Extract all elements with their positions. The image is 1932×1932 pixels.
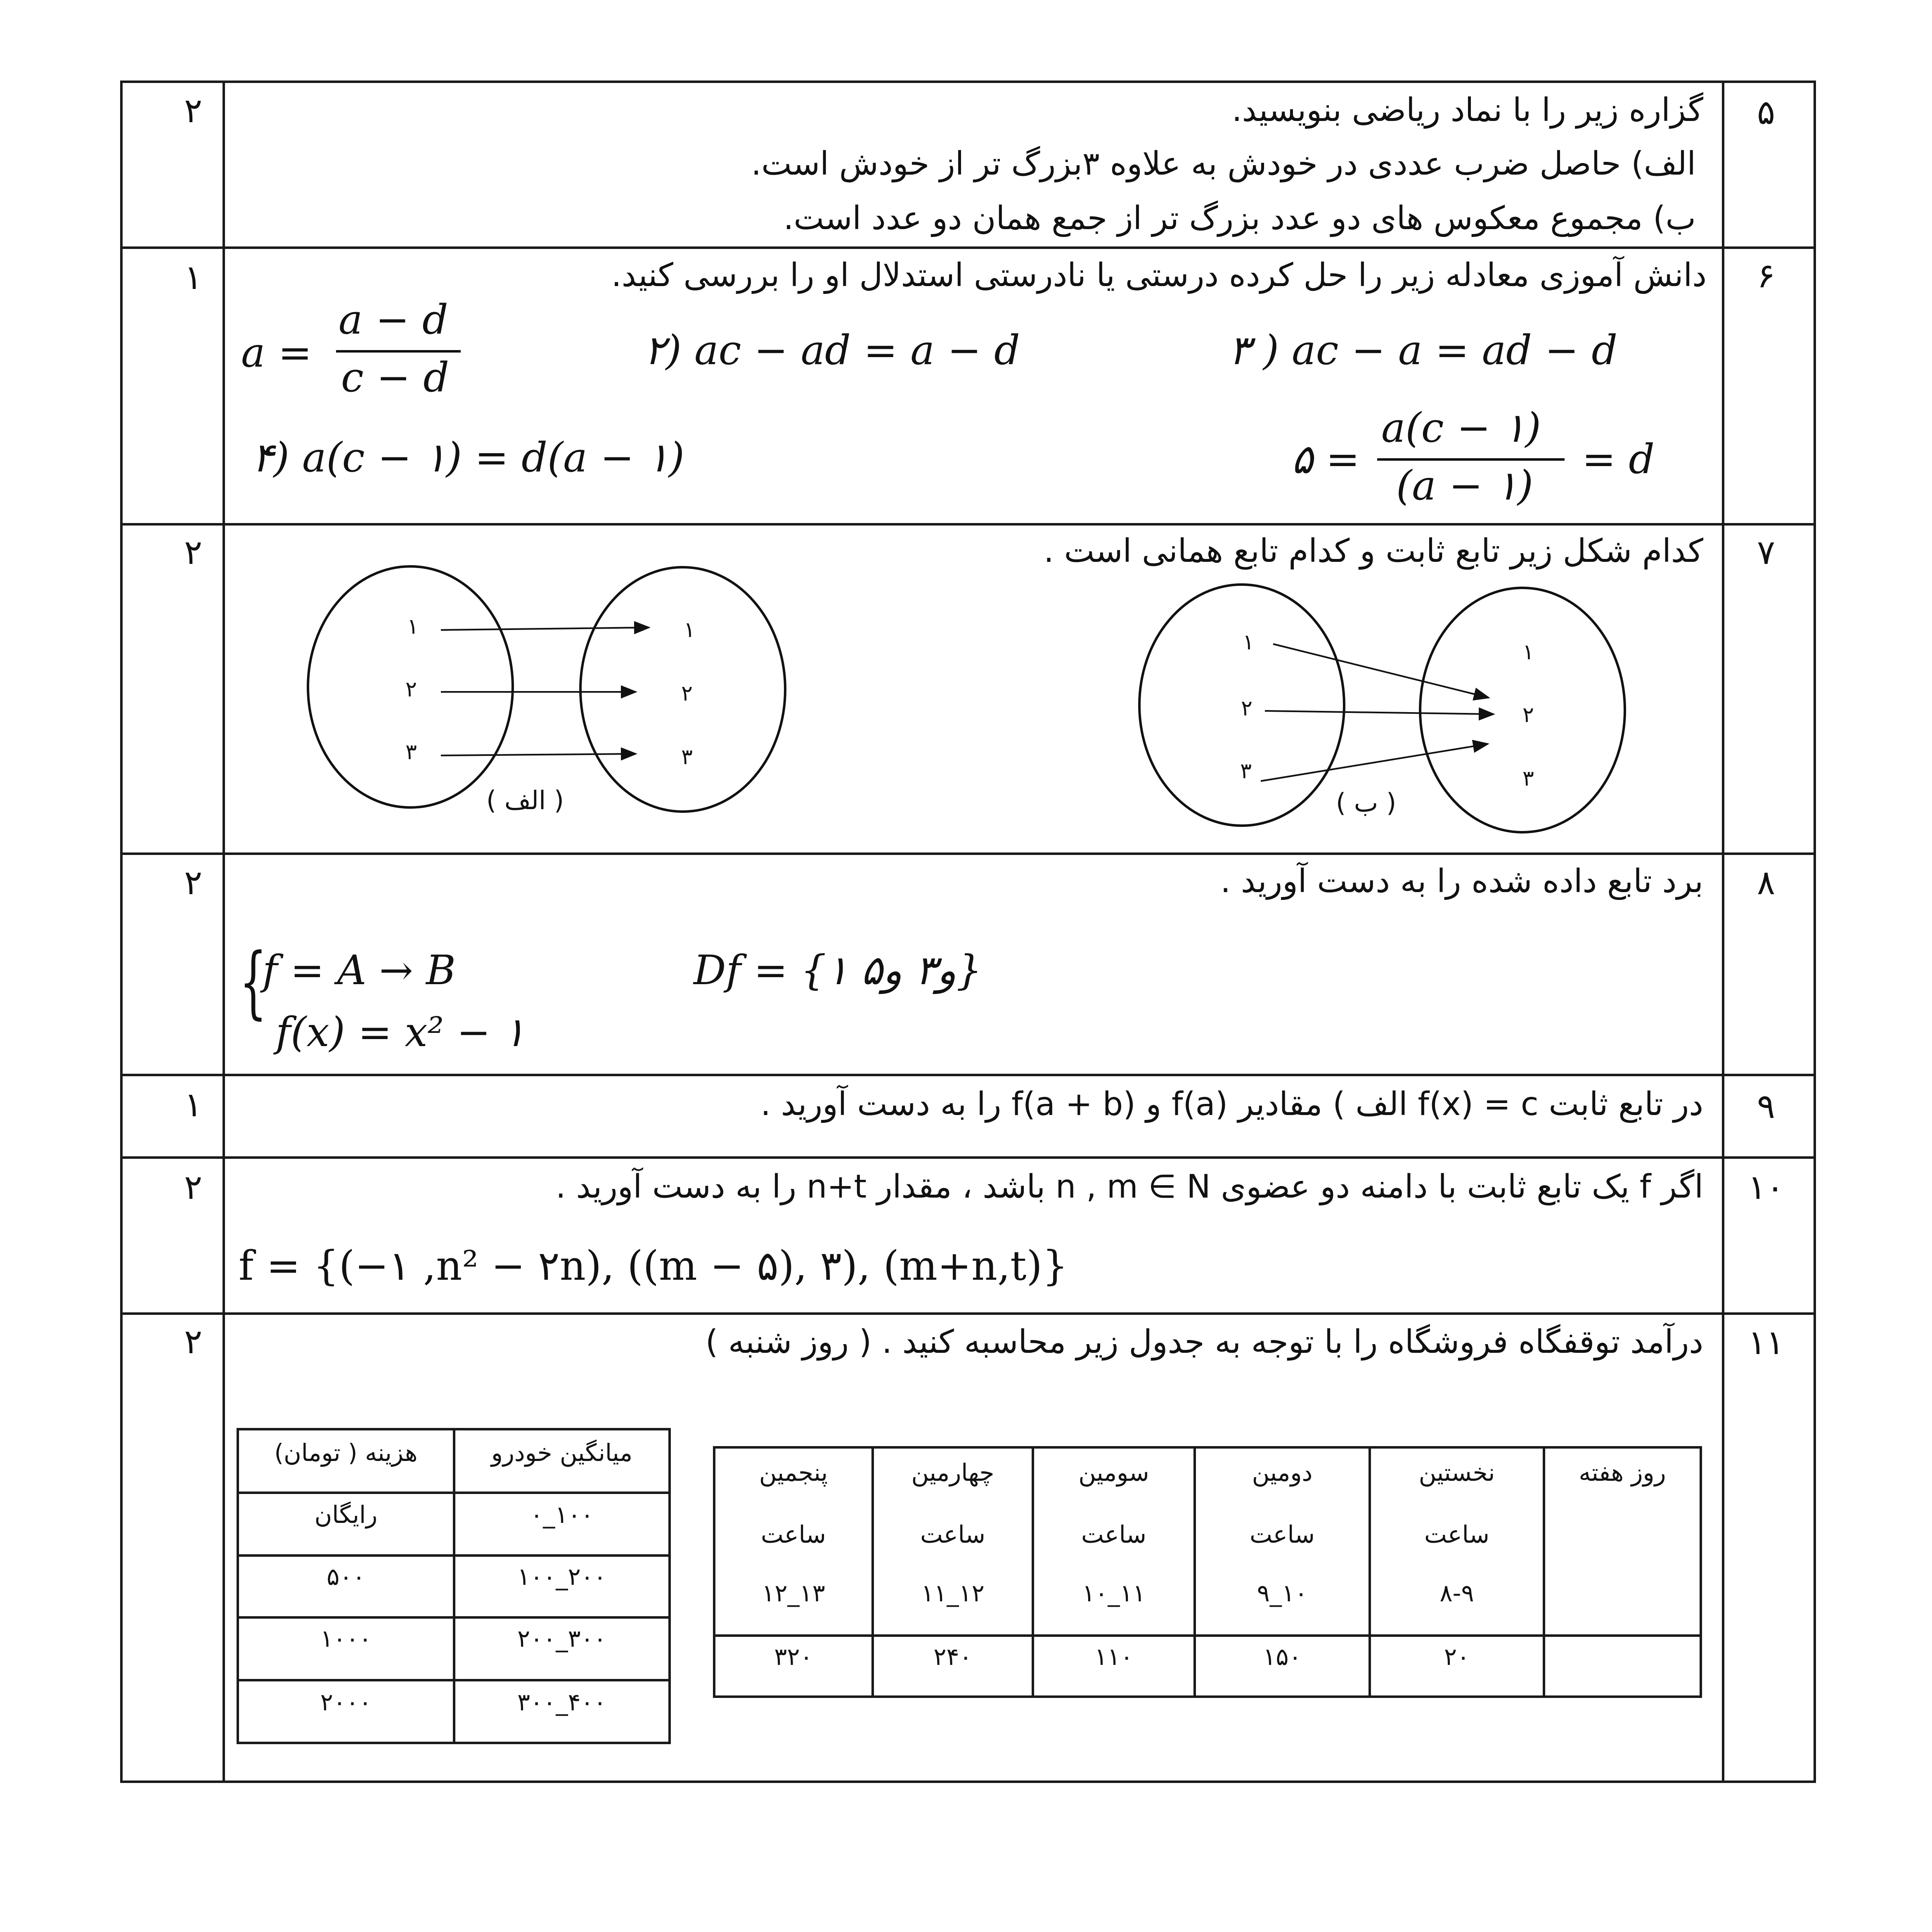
hour-column-value: ۳۲۰: [774, 1643, 813, 1671]
step-4: ۴) a(c − ۱) = d(a − ۱): [252, 434, 684, 481]
question-mark: ۲: [184, 533, 203, 572]
hour-column-value: ۲۴۰: [933, 1643, 972, 1671]
domain-element: ۳: [405, 740, 417, 765]
question-mark: ۲: [184, 1322, 203, 1361]
cost-table-header: هزینه ( تومان): [274, 1439, 418, 1467]
step-2: ۲) ac − ad = a − d: [644, 327, 1020, 374]
question-number: ۸: [1757, 863, 1776, 902]
hour-column-name: پنجمین: [759, 1458, 828, 1487]
diagram-caption: ( ب ): [1336, 788, 1397, 818]
cost-table-cell: ۳۰۰_۴۰۰: [517, 1688, 606, 1716]
codomain-element: ۲: [681, 681, 693, 706]
codomain-element: ۳: [1522, 766, 1534, 791]
question-mark: ۲: [184, 863, 203, 902]
question-number: ۱۰: [1748, 1168, 1785, 1207]
step-5-lhs: ۵ =: [1291, 436, 1360, 483]
question-number: ۱۱: [1748, 1323, 1785, 1362]
domain-element: ۲: [1241, 696, 1252, 721]
hour-column-name: سومین: [1078, 1458, 1149, 1487]
function-set: f = {(−۱ ,n² − ۲n), ((m − ۵), ۳), (m+n,t)}: [239, 1243, 1068, 1290]
step-5-rhs: = d: [1582, 436, 1655, 483]
hour-column-value: ۲۰: [1444, 1643, 1470, 1671]
question-mark: ۱: [184, 258, 203, 297]
question-title: برد تابع داده شده را به دست آورید .: [1220, 863, 1703, 900]
hour-column-name: دومین: [1252, 1458, 1313, 1487]
question-mark: ۲: [184, 91, 203, 130]
cost-table-header: میانگین خودرو: [491, 1439, 633, 1467]
function-definition: f = A → B: [263, 947, 456, 994]
question-text: در تابع ثابت f(x) = c الف ) مقادیر f(a) و f(a + b) را به دست آورید .: [760, 1086, 1703, 1123]
question-title: کدام شکل زیر تابع ثابت و کدام تابع همانی است .: [1044, 533, 1703, 570]
question-number: ۷: [1757, 533, 1776, 572]
hour-column-range: ۱۲_۱۳: [762, 1579, 825, 1607]
hour-column-range: ۹_۱۰: [1257, 1579, 1308, 1607]
hour-column-name: نخستین: [1418, 1458, 1495, 1487]
question-title: دانش آموزی معادله زیر را حل کرده درستی یا نادرستی استدلال او را بررسی کنید.: [611, 257, 1707, 294]
question-title: گزاره زیر را با نماد ریاضی بنویسید.: [1231, 92, 1703, 129]
step-1-denominator: c − d: [341, 354, 450, 401]
question-mark: ۲: [184, 1168, 203, 1207]
cost-table-cell: ۵۰۰: [327, 1563, 365, 1591]
cost-table-cell: رایگان: [314, 1501, 378, 1529]
cost-table-cell: ۲۰۰۰: [320, 1688, 372, 1716]
domain-element: ۳: [1240, 759, 1252, 784]
step-3: ۳ ) ac − a = ad − d: [1229, 327, 1618, 374]
hour-column-value: ۱۱۰: [1094, 1643, 1133, 1671]
codomain-element: ۱: [1522, 640, 1534, 665]
question-number: ۵: [1757, 93, 1776, 132]
hour-column-value: ۱۵۰: [1263, 1643, 1302, 1671]
domain-element: ۱: [1243, 630, 1254, 655]
brace: {: [239, 936, 267, 1028]
hour-column-unit: ساعت: [1250, 1520, 1315, 1548]
step-1-numerator: a − d: [339, 296, 448, 343]
cost-table-cell: ۱۰۰_۲۰۰: [517, 1563, 606, 1591]
codomain-element: ۲: [1522, 703, 1534, 727]
cost-table-cell: ۰_۱۰۰: [530, 1501, 594, 1529]
hour-column-range: ۱۰_۱۱: [1082, 1579, 1146, 1607]
question-part-a: الف) حاصل ضرب عددی در خودش به علاوه ۳بزرگ تر از خودش است.: [751, 145, 1696, 182]
hour-column-range: ۱۱_۱۲: [921, 1579, 985, 1607]
hour-column-unit: ساعت: [761, 1520, 826, 1548]
step-5-numerator: a(c − ۱): [1381, 405, 1541, 452]
cost-table-cell: ۲۰۰_۳۰۰: [517, 1624, 606, 1653]
function-rule: f(x) = x² − ۱: [276, 1009, 526, 1056]
function-domain: Df = {۱ و۳ و۵}: [694, 947, 982, 994]
question-part-b: ب) مجموع معکوس های دو عدد بزرگ تر از جمع همان دو عدد است.: [783, 200, 1696, 237]
hour-column-name: چهارمین: [911, 1458, 994, 1487]
hour-column-unit: ساعت: [1081, 1520, 1146, 1548]
codomain-element: ۱: [684, 618, 695, 642]
step-1-lhs: a =: [241, 329, 312, 376]
cost-table-cell: ۱۰۰۰: [320, 1624, 372, 1653]
question-mark: ۱: [184, 1085, 203, 1125]
hour-column-range: ۸-۹: [1440, 1579, 1474, 1607]
question-number: ۶: [1757, 256, 1776, 296]
question-number: ۹: [1757, 1087, 1776, 1126]
question-title: درآمد توقفگاه فروشگاه را با توجه به جدول زیر محاسبه کنید . ( روز شنبه ): [705, 1324, 1703, 1361]
diagram-caption: ( الف ): [486, 785, 564, 815]
question-text: اگر f یک تابع ثابت با دامنه دو عضوی n , m ∈ N باشد ، مقدار n+t را به دست آورید .: [555, 1168, 1703, 1205]
hour-column-unit: ساعت: [920, 1520, 985, 1548]
hours-table-row-header: روز هفته: [1579, 1458, 1666, 1487]
step-5-denominator: (a − ۱): [1396, 462, 1533, 509]
codomain-element: ۳: [681, 745, 693, 769]
domain-element: ۲: [405, 677, 417, 702]
domain-element: ۱: [407, 614, 419, 639]
hour-column-unit: ساعت: [1424, 1520, 1489, 1548]
